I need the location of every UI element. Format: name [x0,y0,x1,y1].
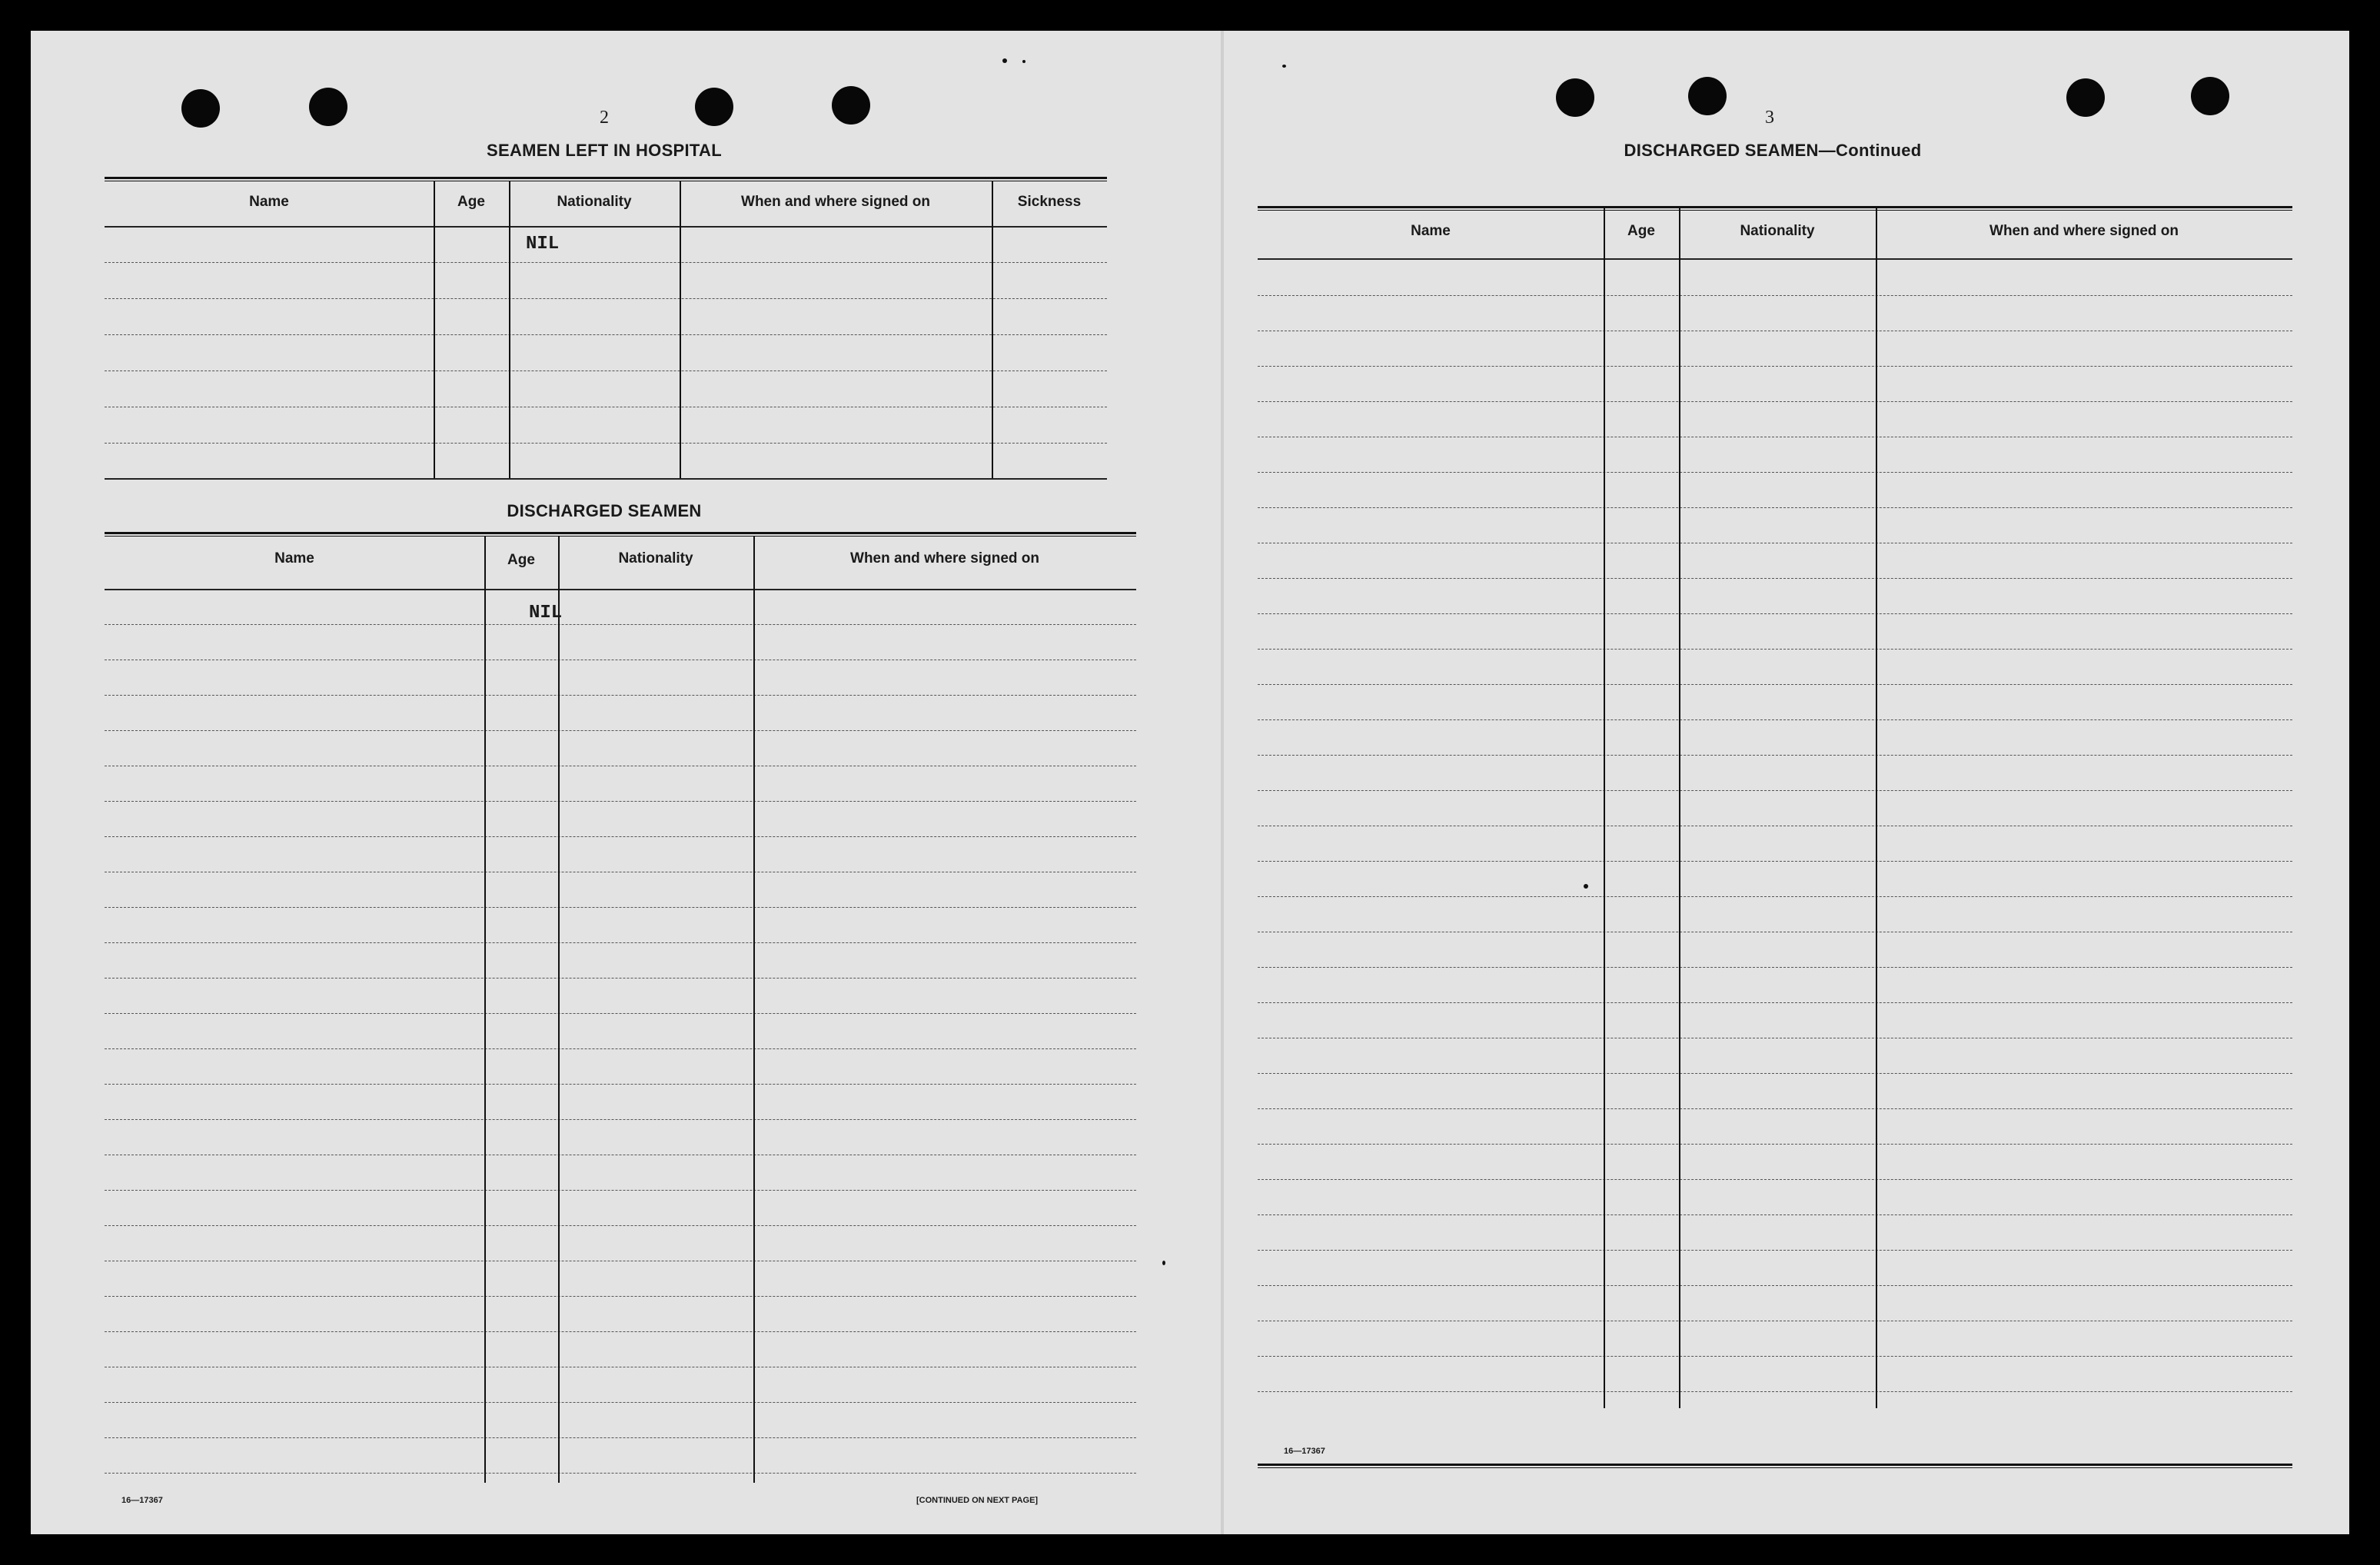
row-rule [105,1084,1136,1085]
column-divider [1679,208,1680,1408]
row-rule [1258,1179,2292,1180]
column-divider [509,181,510,478]
row-rule [1258,1144,2292,1145]
row-rule [105,1402,1136,1403]
discharged-table [105,532,1136,1487]
column-divider [753,536,755,1483]
column-header-nationality: Nationality [618,550,693,567]
title-main: DISCHARGED SEAMEN [1624,141,1819,160]
form-number: 16—17367 [1284,1447,1325,1456]
header-rule [105,226,1107,228]
section-title-discharged-continued [1542,141,2003,161]
row-rule [1258,401,2292,402]
row-rule [105,1473,1136,1474]
row-rule [105,730,1136,731]
row-rule [1258,861,2292,862]
row-rule [1258,790,2292,791]
row-rule [1258,719,2292,720]
row-rule [105,1331,1136,1332]
row-rule [1258,896,2292,897]
row-rule [105,298,1107,299]
table-top-rule [105,532,1136,537]
title-suffix: —Continued [1818,141,1922,160]
row-rule [1258,507,2292,508]
row-rule [1258,1214,2292,1215]
row-rule [105,801,1136,802]
row-rule [1258,1002,2292,1003]
table-top-rule [1258,206,2292,211]
column-divider [434,181,435,478]
row-rule [105,1048,1136,1049]
row-rule [1258,366,2292,367]
row-rule [105,695,1136,696]
ink-speck [1022,60,1025,63]
ink-speck [1002,58,1007,63]
hospital-table [105,177,1107,481]
form-number: 16—17367 [121,1496,163,1505]
row-rule [105,942,1136,943]
column-header-name: Name [274,550,314,567]
document-sheet [31,31,2349,1534]
column-header-age: Age [457,194,485,210]
table-bottom-rule [105,478,1107,480]
row-rule [105,624,1136,625]
header-rule [1258,258,2292,260]
punch-hole [309,88,347,126]
punch-hole [2191,77,2229,115]
row-rule [105,334,1107,335]
punch-hole [1688,77,1727,115]
nil-entry: NIL [526,234,560,254]
table-bottom-rule [1258,1464,2292,1468]
column-header-age: Age [507,552,535,568]
punch-hole [832,86,870,125]
discharged-continued-table [1258,172,2292,1473]
punch-hole [2066,78,2105,117]
row-rule [105,1437,1136,1438]
row-rule [1258,472,2292,473]
row-rule [1258,1250,2292,1251]
column-divider [1604,208,1605,1408]
row-rule [1258,1285,2292,1286]
row-rule [1258,613,2292,614]
row-rule [105,836,1136,837]
section-title-discharged: DISCHARGED SEAMEN [507,501,702,520]
column-divider [484,536,486,1483]
row-rule [105,1296,1136,1297]
page-fold [1221,31,1224,1534]
nil-entry: NIL [529,603,563,623]
column-header-nationality: Nationality [1740,223,1815,239]
row-rule [105,262,1107,263]
row-rule [105,978,1136,979]
table-top-rule [105,177,1107,181]
header-rule [105,589,1136,590]
row-rule [1258,1108,2292,1109]
column-header-nationality: Nationality [557,194,632,210]
column-header-sickness: Sickness [1017,194,1082,210]
column-header-age: Age [1627,223,1655,239]
column-header-signed-on: When and where signed on [850,550,1039,567]
row-rule [105,1225,1136,1226]
punch-hole [1556,78,1594,117]
punch-hole [181,89,220,128]
row-rule [1258,578,2292,579]
row-rule [105,370,1107,371]
column-header-name: Name [249,194,289,210]
row-rule [1258,1356,2292,1357]
row-rule [105,1119,1136,1120]
column-divider [558,536,560,1483]
row-rule [105,443,1107,444]
column-divider [1876,208,1877,1408]
continued-note: [CONTINUED ON NEXT PAGE] [916,1496,1039,1505]
row-rule [1258,1391,2292,1392]
row-rule [105,1013,1136,1014]
page-number: 2 [600,108,609,128]
ink-speck [1162,1261,1165,1265]
column-header-name: Name [1411,223,1451,239]
column-divider [992,181,993,478]
row-rule [1258,1073,2292,1074]
row-rule [105,907,1136,908]
row-rule [105,1190,1136,1191]
row-rule [1258,684,2292,685]
row-rule [1258,755,2292,756]
punch-hole [695,88,733,126]
section-title-hospital: SEAMEN LEFT IN HOSPITAL [487,141,722,160]
row-rule [1258,967,2292,968]
column-header-signed-on: When and where signed on [1989,223,2179,239]
row-rule [1258,649,2292,650]
column-header-signed-on: When and where signed on [741,194,930,210]
ink-speck [1282,65,1286,68]
row-rule [1258,295,2292,296]
page-number: 3 [1765,108,1774,128]
column-divider [680,181,681,478]
